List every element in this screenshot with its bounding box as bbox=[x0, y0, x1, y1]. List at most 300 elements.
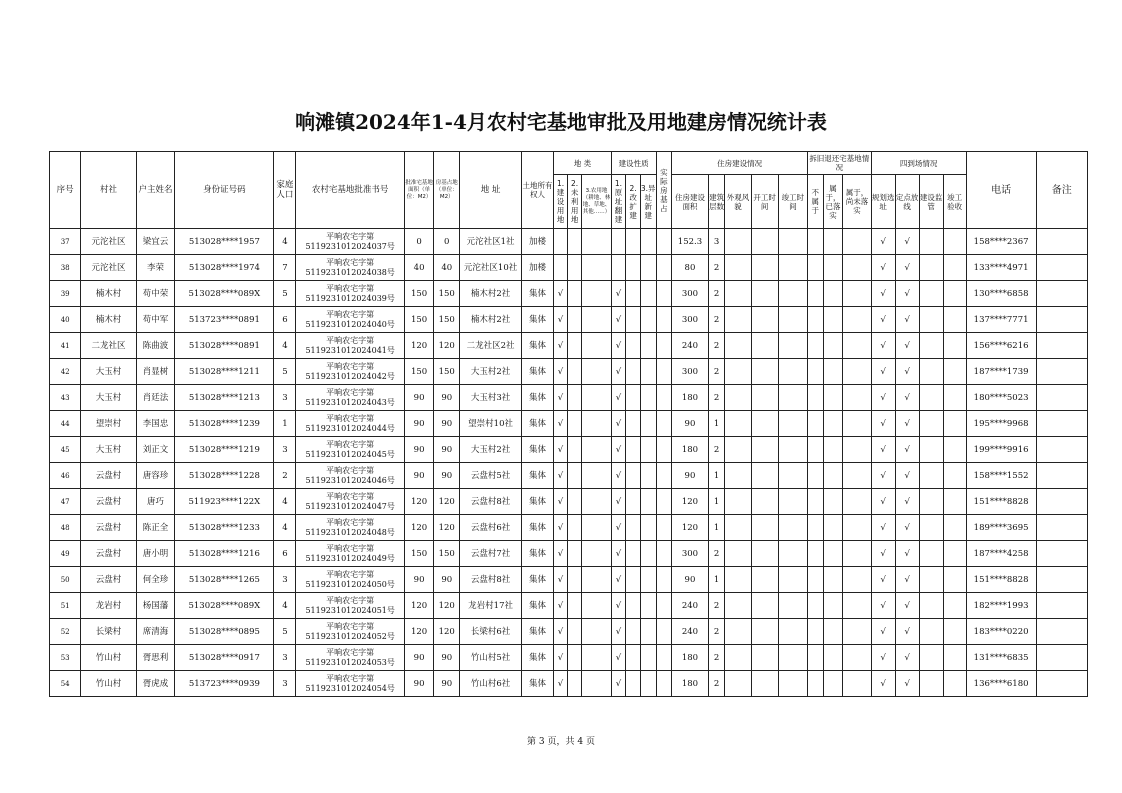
row-approved-area: 90 bbox=[404, 463, 433, 489]
row-bn3 bbox=[640, 541, 656, 567]
row-lt2 bbox=[567, 229, 582, 255]
row-dm2 bbox=[823, 307, 843, 333]
row-id: 513723****0891 bbox=[175, 307, 274, 333]
row-land-owner: 集体 bbox=[521, 567, 553, 593]
row-cert-number: 5119231012024051号 bbox=[305, 605, 395, 615]
row-bn3 bbox=[640, 515, 656, 541]
row-cert bbox=[296, 411, 405, 437]
row-house-area: 152.3 bbox=[672, 229, 709, 255]
row-family: 6 bbox=[274, 541, 296, 567]
row-remark bbox=[1036, 333, 1087, 359]
row-fs1: √ bbox=[871, 463, 895, 489]
row-dm2 bbox=[823, 411, 843, 437]
row-dm1 bbox=[807, 515, 823, 541]
row-start-time bbox=[751, 307, 778, 333]
row-dm2 bbox=[823, 333, 843, 359]
row-dm3 bbox=[843, 385, 871, 411]
row-village: 楠木村 bbox=[81, 281, 136, 307]
header-cert: 农村宅基地批准书号 bbox=[296, 152, 405, 229]
row-lt2 bbox=[567, 281, 582, 307]
row-lt1 bbox=[554, 255, 568, 281]
row-village: 楠木村 bbox=[81, 307, 136, 333]
row-id: 513028****1239 bbox=[175, 411, 274, 437]
row-address: 大玉村3社 bbox=[460, 385, 522, 411]
row-cert-prefix: 平响农宅字第 bbox=[326, 413, 375, 423]
row-phone: 187****4258 bbox=[966, 541, 1036, 567]
row-dm2 bbox=[823, 567, 843, 593]
row-dm2 bbox=[823, 541, 843, 567]
row-bn1: √ bbox=[611, 281, 626, 307]
row-approved-area: 150 bbox=[404, 307, 433, 333]
row-fs3 bbox=[919, 463, 943, 489]
header-build-nature: 建设性质 bbox=[611, 152, 656, 175]
header-actual-area: 实际房基占 bbox=[656, 152, 672, 229]
row-approved-area: 0 bbox=[404, 229, 433, 255]
row-fs1: √ bbox=[871, 541, 895, 567]
row-dm1 bbox=[807, 593, 823, 619]
header-fs4: 竣工验收 bbox=[943, 175, 966, 229]
row-phone: 151****8828 bbox=[966, 567, 1036, 593]
row-floors: 1 bbox=[708, 489, 725, 515]
row-lt2 bbox=[567, 671, 582, 697]
header-fs3: 建设监管 bbox=[919, 175, 943, 229]
header-hs1: 住房建设面积 bbox=[672, 175, 709, 229]
row-cert-number: 5119231012024054号 bbox=[305, 683, 395, 693]
page-footer: 第 3 页，共 4 页 bbox=[527, 737, 595, 747]
row-house-area: 120 bbox=[672, 489, 709, 515]
row-fs2: √ bbox=[895, 437, 919, 463]
row-fs1: √ bbox=[871, 593, 895, 619]
row-family: 4 bbox=[274, 229, 296, 255]
row-id: 513028****0895 bbox=[175, 619, 274, 645]
row-seq: 54 bbox=[50, 671, 81, 697]
row-fs2: √ bbox=[895, 671, 919, 697]
row-actual-area bbox=[656, 229, 672, 255]
row-house-area: 180 bbox=[672, 671, 709, 697]
row-bn1: √ bbox=[611, 411, 626, 437]
row-fs1: √ bbox=[871, 385, 895, 411]
row-address: 云盘村8社 bbox=[460, 489, 522, 515]
row-village: 云盘村 bbox=[81, 489, 136, 515]
row-dm2 bbox=[823, 515, 843, 541]
row-floors: 3 bbox=[708, 229, 725, 255]
row-lt1: √ bbox=[554, 463, 568, 489]
row-lt1: √ bbox=[554, 359, 568, 385]
row-lt1: √ bbox=[554, 307, 568, 333]
row-remark bbox=[1036, 359, 1087, 385]
row-approved-area: 150 bbox=[404, 541, 433, 567]
row-dm3 bbox=[843, 645, 871, 671]
row-seq: 41 bbox=[50, 333, 81, 359]
row-fs3 bbox=[919, 567, 943, 593]
row-cert-prefix: 平响农宅字第 bbox=[326, 283, 375, 293]
row-start-time bbox=[751, 333, 778, 359]
row-lt1: √ bbox=[554, 619, 568, 645]
row-lt1: √ bbox=[554, 411, 568, 437]
row-bn3 bbox=[640, 255, 656, 281]
row-lt2 bbox=[567, 359, 582, 385]
row-cert-number: 5119231012024040号 bbox=[305, 319, 395, 329]
row-bn3 bbox=[640, 619, 656, 645]
row-fs1: √ bbox=[871, 255, 895, 281]
row-family: 4 bbox=[274, 593, 296, 619]
row-lt2 bbox=[567, 463, 582, 489]
row-footprint: 120 bbox=[434, 593, 460, 619]
row-village: 大玉村 bbox=[81, 359, 136, 385]
row-fs3 bbox=[919, 541, 943, 567]
row-footprint: 90 bbox=[434, 411, 460, 437]
row-remark bbox=[1036, 437, 1087, 463]
row-fs3 bbox=[919, 645, 943, 671]
row-address: 云盘村5社 bbox=[460, 463, 522, 489]
row-phone: 130****6858 bbox=[966, 281, 1036, 307]
row-village: 云盘村 bbox=[81, 541, 136, 567]
row-id: 513028****089X bbox=[175, 281, 274, 307]
row-lt3 bbox=[582, 619, 611, 645]
header-land-type: 地 类 bbox=[554, 152, 611, 175]
row-family: 5 bbox=[274, 281, 296, 307]
row-land-owner: 集体 bbox=[521, 463, 553, 489]
row-bn3 bbox=[640, 411, 656, 437]
row-remark bbox=[1036, 411, 1087, 437]
row-cert-prefix: 平响农宅字第 bbox=[326, 595, 375, 605]
row-phone: 189****3695 bbox=[966, 515, 1036, 541]
row-lt3 bbox=[582, 307, 611, 333]
row-fs2: √ bbox=[895, 593, 919, 619]
row-name: 刘正文 bbox=[136, 437, 175, 463]
row-footprint: 120 bbox=[434, 489, 460, 515]
row-dm1 bbox=[807, 229, 823, 255]
page-title: 响滩镇2024年1-4月农村宅基地审批及用地建房情况统计表 bbox=[295, 110, 827, 134]
row-phone: 131****6835 bbox=[966, 645, 1036, 671]
row-land-owner: 加楼 bbox=[521, 255, 553, 281]
table-row bbox=[50, 255, 1088, 281]
row-fs4 bbox=[943, 567, 966, 593]
row-bn2 bbox=[626, 359, 641, 385]
row-approved-area: 90 bbox=[404, 645, 433, 671]
row-fs4 bbox=[943, 333, 966, 359]
row-approved-area: 120 bbox=[404, 593, 433, 619]
row-approved-area: 90 bbox=[404, 671, 433, 697]
row-bn1: √ bbox=[611, 593, 626, 619]
row-name: 肖廷法 bbox=[136, 385, 175, 411]
row-land-owner: 集体 bbox=[521, 593, 553, 619]
row-approved-area: 90 bbox=[404, 385, 433, 411]
row-fs2: √ bbox=[895, 567, 919, 593]
row-fs2: √ bbox=[895, 307, 919, 333]
row-address: 二龙社区2社 bbox=[460, 333, 522, 359]
row-approved-area: 40 bbox=[404, 255, 433, 281]
row-start-time bbox=[751, 593, 778, 619]
row-family: 4 bbox=[274, 515, 296, 541]
row-approved-area: 150 bbox=[404, 359, 433, 385]
row-approved-area: 120 bbox=[404, 489, 433, 515]
row-lt2 bbox=[567, 593, 582, 619]
row-start-time bbox=[751, 567, 778, 593]
row-land-owner: 集体 bbox=[521, 437, 553, 463]
row-bn2 bbox=[626, 645, 641, 671]
row-dm1 bbox=[807, 333, 823, 359]
row-lt3 bbox=[582, 541, 611, 567]
table-row bbox=[50, 229, 1088, 255]
row-cert-prefix: 平响农宅字第 bbox=[326, 387, 375, 397]
row-address: 大玉村2社 bbox=[460, 359, 522, 385]
row-seq: 53 bbox=[50, 645, 81, 671]
row-actual-area bbox=[656, 411, 672, 437]
row-cert bbox=[296, 593, 405, 619]
row-dm2 bbox=[823, 229, 843, 255]
row-house-area: 90 bbox=[672, 411, 709, 437]
row-bn2 bbox=[626, 437, 641, 463]
row-house-area: 120 bbox=[672, 515, 709, 541]
row-cert-number: 5119231012024049号 bbox=[305, 553, 395, 563]
header-dm3: 属于，尚未落实 bbox=[843, 175, 871, 229]
row-fs4 bbox=[943, 281, 966, 307]
row-fs3 bbox=[919, 619, 943, 645]
table-row bbox=[50, 307, 1088, 333]
row-lt3 bbox=[582, 593, 611, 619]
header-id: 身份证号码 bbox=[175, 152, 274, 229]
row-family: 3 bbox=[274, 671, 296, 697]
row-land-owner: 集体 bbox=[521, 385, 553, 411]
row-bn2 bbox=[626, 307, 641, 333]
row-id: 513028****1216 bbox=[175, 541, 274, 567]
row-remark bbox=[1036, 281, 1087, 307]
row-house-area: 300 bbox=[672, 281, 709, 307]
row-appearance bbox=[725, 671, 751, 697]
row-fs1: √ bbox=[871, 619, 895, 645]
row-bn2 bbox=[626, 541, 641, 567]
row-cert bbox=[296, 333, 405, 359]
row-actual-area bbox=[656, 567, 672, 593]
row-dm3 bbox=[843, 593, 871, 619]
row-appearance bbox=[725, 541, 751, 567]
row-start-time bbox=[751, 541, 778, 567]
row-cert-prefix: 平响农宅字第 bbox=[326, 543, 375, 553]
row-name: 肖显树 bbox=[136, 359, 175, 385]
row-bn1: √ bbox=[611, 359, 626, 385]
row-start-time bbox=[751, 255, 778, 281]
row-family: 5 bbox=[274, 619, 296, 645]
header-hs2: 建筑层数 bbox=[708, 175, 725, 229]
row-seq: 52 bbox=[50, 619, 81, 645]
row-bn2 bbox=[626, 385, 641, 411]
row-dm2 bbox=[823, 255, 843, 281]
row-dm3 bbox=[843, 229, 871, 255]
row-floors: 2 bbox=[708, 437, 725, 463]
row-cert-prefix: 平响农宅字第 bbox=[326, 491, 375, 501]
row-phone: 158****2367 bbox=[966, 229, 1036, 255]
row-footprint: 90 bbox=[434, 567, 460, 593]
row-actual-area bbox=[656, 619, 672, 645]
row-end-time bbox=[778, 515, 807, 541]
row-footprint: 90 bbox=[434, 671, 460, 697]
row-fs4 bbox=[943, 307, 966, 333]
row-name: 席清海 bbox=[136, 619, 175, 645]
row-floors: 1 bbox=[708, 567, 725, 593]
row-start-time bbox=[751, 619, 778, 645]
row-fs3 bbox=[919, 515, 943, 541]
row-name: 陈曲波 bbox=[136, 333, 175, 359]
row-appearance bbox=[725, 619, 751, 645]
row-land-owner: 集体 bbox=[521, 645, 553, 671]
row-id: 511923****122X bbox=[175, 489, 274, 515]
row-appearance bbox=[725, 385, 751, 411]
row-fs1: √ bbox=[871, 567, 895, 593]
row-appearance bbox=[725, 645, 751, 671]
row-lt3 bbox=[582, 411, 611, 437]
row-house-area: 180 bbox=[672, 645, 709, 671]
row-fs2: √ bbox=[895, 541, 919, 567]
row-fs1: √ bbox=[871, 645, 895, 671]
row-seq: 43 bbox=[50, 385, 81, 411]
row-lt1: √ bbox=[554, 489, 568, 515]
row-actual-area bbox=[656, 437, 672, 463]
row-name: 梁宜云 bbox=[136, 229, 175, 255]
row-footprint: 90 bbox=[434, 463, 460, 489]
row-floors: 2 bbox=[708, 307, 725, 333]
row-dm3 bbox=[843, 333, 871, 359]
row-dm3 bbox=[843, 411, 871, 437]
row-dm2 bbox=[823, 645, 843, 671]
row-name: 唐小明 bbox=[136, 541, 175, 567]
row-fs4 bbox=[943, 619, 966, 645]
row-bn1: √ bbox=[611, 541, 626, 567]
row-approved-area: 120 bbox=[404, 333, 433, 359]
row-bn3 bbox=[640, 489, 656, 515]
header-bn2: 2.改扩建 bbox=[626, 175, 641, 229]
row-dm1 bbox=[807, 567, 823, 593]
row-cert bbox=[296, 437, 405, 463]
row-appearance bbox=[725, 593, 751, 619]
row-fs1: √ bbox=[871, 333, 895, 359]
row-floors: 2 bbox=[708, 671, 725, 697]
row-village: 元沱社区 bbox=[81, 255, 136, 281]
row-village: 云盘村 bbox=[81, 463, 136, 489]
row-start-time bbox=[751, 489, 778, 515]
row-lt2 bbox=[567, 255, 582, 281]
row-land-owner: 集体 bbox=[521, 671, 553, 697]
row-cert-prefix: 平响农宅字第 bbox=[326, 465, 375, 475]
row-floors: 2 bbox=[708, 281, 725, 307]
row-cert-number: 511923101202403​7号 bbox=[305, 241, 395, 251]
row-address: 竹山村5社 bbox=[460, 645, 522, 671]
row-start-time bbox=[751, 515, 778, 541]
header-lt1: 1.建设用地 bbox=[554, 175, 568, 229]
row-actual-area bbox=[656, 593, 672, 619]
row-bn2 bbox=[626, 593, 641, 619]
row-house-area: 180 bbox=[672, 437, 709, 463]
row-family: 1 bbox=[274, 411, 296, 437]
row-fs1: √ bbox=[871, 229, 895, 255]
row-seq: 48 bbox=[50, 515, 81, 541]
row-fs4 bbox=[943, 645, 966, 671]
row-phone: 195****9968 bbox=[966, 411, 1036, 437]
row-bn2 bbox=[626, 333, 641, 359]
row-cert-number: 5119231012024052号 bbox=[305, 631, 395, 641]
row-bn1 bbox=[611, 255, 626, 281]
row-remark bbox=[1036, 541, 1087, 567]
row-footprint: 40 bbox=[434, 255, 460, 281]
row-fs1: √ bbox=[871, 671, 895, 697]
table-row bbox=[50, 567, 1088, 593]
row-end-time bbox=[778, 333, 807, 359]
row-fs1: √ bbox=[871, 489, 895, 515]
row-floors: 1 bbox=[708, 463, 725, 489]
row-fs4 bbox=[943, 541, 966, 567]
row-lt2 bbox=[567, 515, 582, 541]
row-village: 竹山村 bbox=[81, 645, 136, 671]
row-cert-prefix: 平响农宅字第 bbox=[326, 569, 375, 579]
row-seq: 51 bbox=[50, 593, 81, 619]
header-remark: 备注 bbox=[1036, 152, 1087, 229]
row-address: 楠木村2社 bbox=[460, 281, 522, 307]
header-name: 户主姓名 bbox=[136, 152, 175, 229]
row-land-owner: 集体 bbox=[521, 307, 553, 333]
row-lt2 bbox=[567, 567, 582, 593]
row-lt2 bbox=[567, 437, 582, 463]
row-phone: 183****0220 bbox=[966, 619, 1036, 645]
row-floors: 2 bbox=[708, 359, 725, 385]
row-cert-number: 5119231012024046号 bbox=[305, 475, 395, 485]
row-fs4 bbox=[943, 593, 966, 619]
row-start-time bbox=[751, 463, 778, 489]
row-bn1: √ bbox=[611, 567, 626, 593]
row-family: 3 bbox=[274, 385, 296, 411]
row-village: 竹山村 bbox=[81, 671, 136, 697]
row-remark bbox=[1036, 515, 1087, 541]
row-lt1 bbox=[554, 229, 568, 255]
row-end-time bbox=[778, 437, 807, 463]
row-appearance bbox=[725, 359, 751, 385]
row-appearance bbox=[725, 489, 751, 515]
row-land-owner: 集体 bbox=[521, 333, 553, 359]
row-land-owner: 集体 bbox=[521, 541, 553, 567]
row-dm1 bbox=[807, 411, 823, 437]
row-name: 杨国藩 bbox=[136, 593, 175, 619]
row-village: 云盘村 bbox=[81, 515, 136, 541]
row-cert-prefix: 平响农宅字第 bbox=[326, 673, 375, 683]
row-footprint: 120 bbox=[434, 515, 460, 541]
row-name: 唐巧 bbox=[136, 489, 175, 515]
row-fs3 bbox=[919, 489, 943, 515]
row-remark bbox=[1036, 229, 1087, 255]
row-family: 6 bbox=[274, 307, 296, 333]
row-start-time bbox=[751, 671, 778, 697]
row-fs4 bbox=[943, 411, 966, 437]
row-id: 513028****1211 bbox=[175, 359, 274, 385]
row-lt3 bbox=[582, 671, 611, 697]
row-lt3 bbox=[582, 437, 611, 463]
row-bn2 bbox=[626, 255, 641, 281]
row-remark bbox=[1036, 593, 1087, 619]
row-footprint: 90 bbox=[434, 385, 460, 411]
row-lt2 bbox=[567, 541, 582, 567]
row-land-owner: 集体 bbox=[521, 515, 553, 541]
row-footprint: 0 bbox=[434, 229, 460, 255]
row-address: 云盘村8社 bbox=[460, 567, 522, 593]
row-bn3 bbox=[640, 567, 656, 593]
row-fs2: √ bbox=[895, 489, 919, 515]
row-dm3 bbox=[843, 437, 871, 463]
row-dm3 bbox=[843, 281, 871, 307]
row-lt3 bbox=[582, 229, 611, 255]
row-address: 大玉村2社 bbox=[460, 437, 522, 463]
row-cert-prefix: 平响农宅字第 bbox=[326, 335, 375, 345]
row-cert-prefix: 平响农宅字第 bbox=[326, 439, 375, 449]
row-lt2 bbox=[567, 619, 582, 645]
row-bn3 bbox=[640, 593, 656, 619]
